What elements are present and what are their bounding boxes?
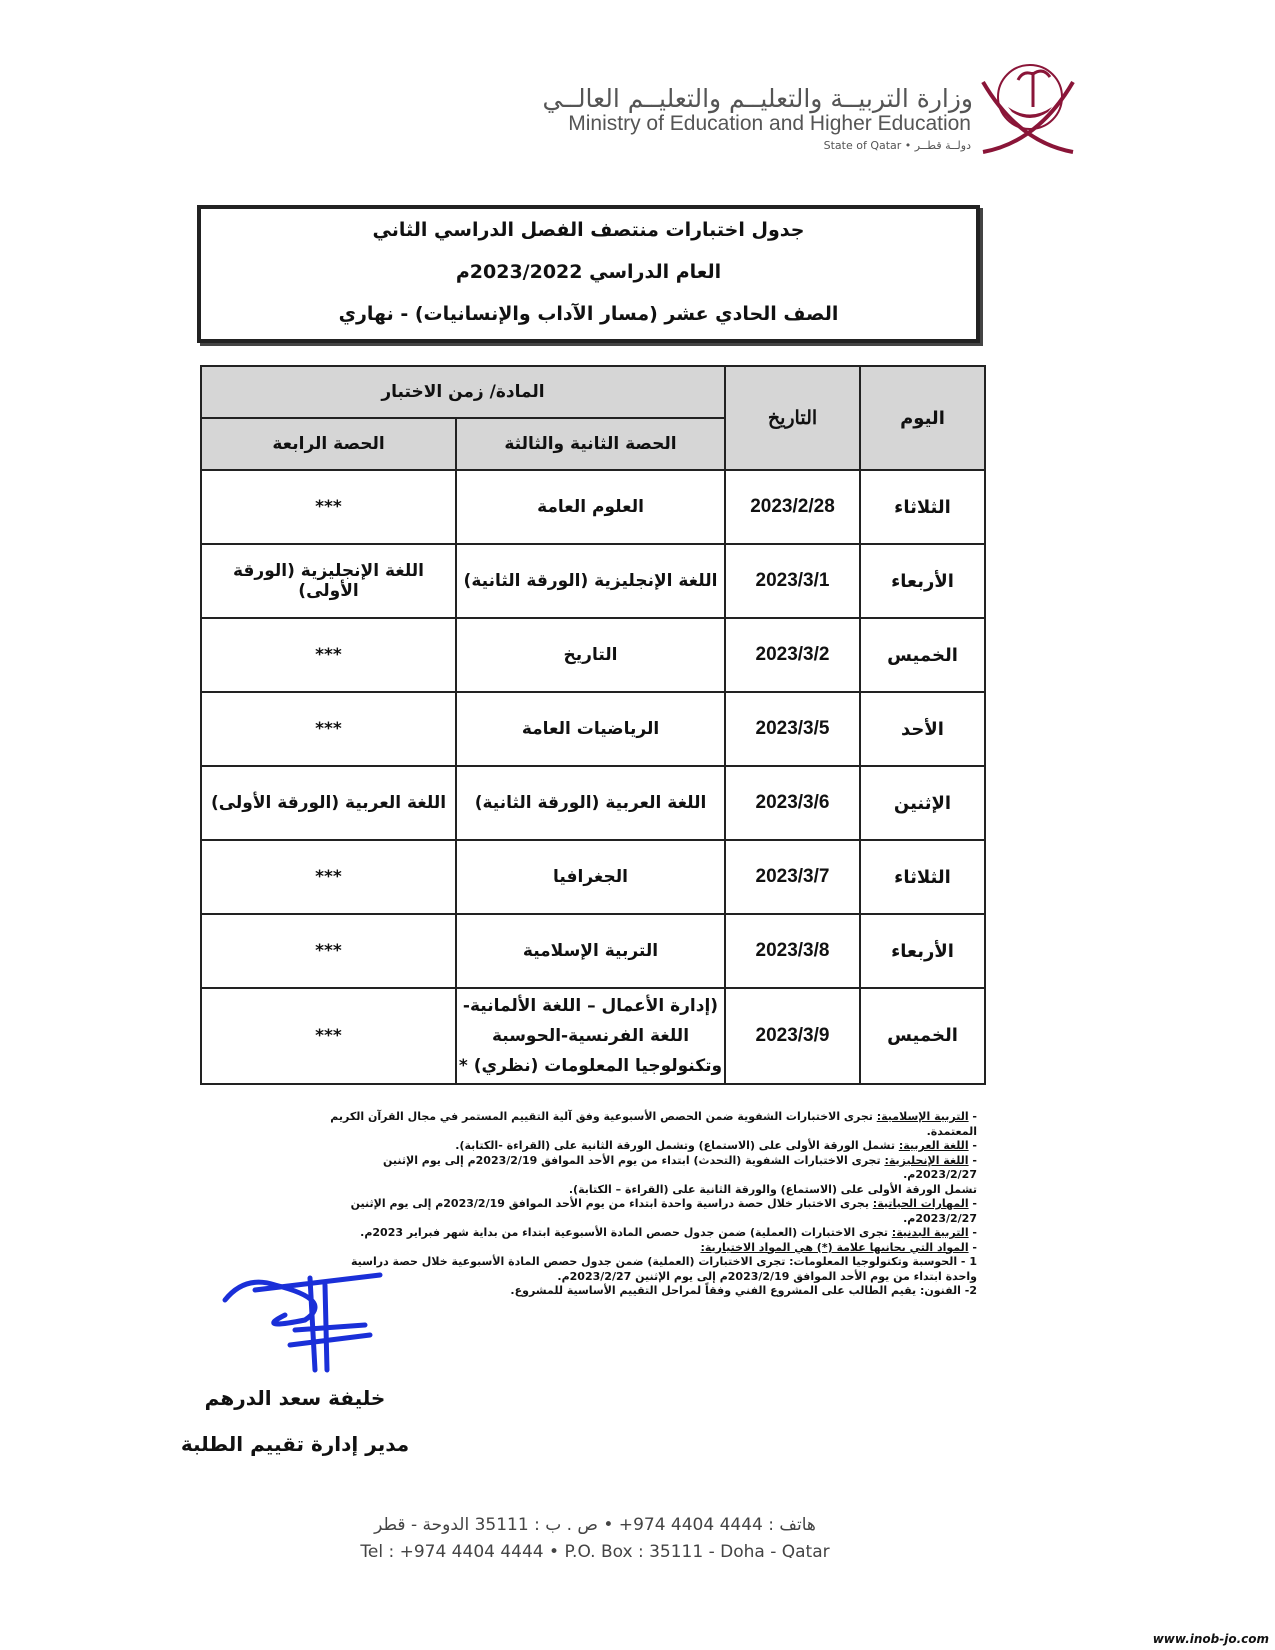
period-4-cell: ***: [201, 618, 456, 692]
signature-image: [215, 1270, 385, 1380]
signatory: [180, 1375, 410, 1467]
day-cell: الإثنين: [860, 766, 985, 840]
date-cell: 2023/3/2: [725, 618, 860, 692]
period-4-cell: ***: [201, 692, 456, 766]
date-cell: 2023/3/9: [725, 988, 860, 1084]
period-4-cell: ***: [201, 914, 456, 988]
note-label: التربية الإسلامية:: [876, 1110, 969, 1123]
header-date: التاريخ: [725, 366, 860, 470]
period-2-3-cell: التربية الإسلامية: [456, 914, 725, 988]
note-label: اللغة العربية:: [898, 1139, 969, 1152]
note-item: [317, 1255, 977, 1284]
table-row: [201, 988, 985, 1084]
footer-contact-ar: هاتف : 4444 4404 974+ • ص . ب : 35111 الدوحة - قطر: [374, 1515, 816, 1535]
period-2-3-cell: العلوم العامة: [456, 470, 725, 544]
period-4-cell: اللغة العربية (الورقة الأولى): [201, 766, 456, 840]
table-row: [201, 914, 985, 988]
note-text: يجرى الاختبار خلال حصة دراسية واحدة ابتداء من يوم الأحد الموافق 2023/2/19م إلى يوم الإثنين 2023/2/27م.: [350, 1197, 977, 1225]
note-label: المهارات الحياتية:: [872, 1197, 969, 1210]
note-text: تشمل الورقة الأولى على (الاستماع) وتشمل الورقة الثانية على (القراءة -الكتابة).: [455, 1139, 899, 1152]
title-line-1: جدول اختبارات منتصف الفصل الدراسي الثاني: [372, 219, 805, 241]
title-box: [197, 205, 980, 343]
header-day: اليوم: [860, 366, 985, 470]
ministry-name-ar: وزارة التربيــة والتعليــم والتعليــم العالــي: [542, 84, 973, 113]
date-cell: 2023/2/28: [725, 470, 860, 544]
signatory-name: خليفة سعد الدرهم: [204, 1386, 386, 1410]
header-period-4: الحصة الرابعة: [201, 418, 456, 470]
period-2-3-cell: اللغة العربية (الورقة الثانية): [456, 766, 725, 840]
ministry-name-en: Ministry of Education and Higher Education: [568, 112, 971, 135]
day-cell: الثلاثاء: [860, 840, 985, 914]
note-label: اللغة الإنجليزية:: [884, 1153, 969, 1167]
header-period-2-3: الحصة الثانية والثالثة: [456, 418, 725, 470]
note-label: التربية البدنية:: [891, 1226, 969, 1239]
table-row: [201, 840, 985, 914]
day-cell: الثلاثاء: [860, 470, 985, 544]
footer-contact-en: Tel : +974 4404 4444 • P.O. Box : 35111 - Doha - Qatar: [360, 1542, 830, 1558]
exam-schedule-table: [200, 365, 986, 1085]
date-cell: 2023/3/8: [725, 914, 860, 988]
day-cell: الخميس: [860, 618, 985, 692]
note-item: - التربية البدنية: تجرى الاختبارات (العملية) ضمن جدول حصص المادة الأسبوعية ابتداء من بداية شهر فبراير 2023م.: [360, 1226, 977, 1239]
title-line-2: العام الدراسي 2023/2022م: [455, 261, 722, 283]
website-watermark[interactable]: www.inob-jo.com: [1152, 1632, 1269, 1646]
notes-list: [317, 1110, 977, 1299]
date-cell: 2023/3/6: [725, 766, 860, 840]
note-text: تشمل الورقة الأولى على (الاستماع) والورقة الثانية على (القراءة – الكتابة).: [568, 1182, 977, 1196]
table-row: [201, 766, 985, 840]
note-text: تجرى الاختبارات الشفوية (التحدث) ابتداء من يوم الأحد الموافق 2023/2/19م إلى يوم الإثنين 2023/2/27م.: [383, 1153, 977, 1181]
date-cell: 2023/3/7: [725, 840, 860, 914]
note-text: 2- الفنون: يقيم الطالب على المشروع الفني وفقاً لمراحل التقييم الأساسية للمشروع.: [510, 1284, 977, 1297]
header-row: [201, 366, 985, 418]
period-2-3-cell: التاريخ: [456, 618, 725, 692]
note-text: تجرى الاختبارات الشفوية ضمن الحصص الأسبوعية وفق آلية التقييم المستمر في مجال القرآن الكريم المعتمدة.: [330, 1110, 977, 1138]
note-item: - المهارات الحياتية: يجرى الاختبار خلال حصة دراسية واحدة ابتداء من يوم الأحد الموافق 2023/2/19م إلى يوم الإثنين 2023/2/27م.: [350, 1197, 977, 1225]
period-4-cell: ***: [201, 470, 456, 544]
note-item: - اللغة الإنجليزية: تجرى الاختبارات الشفوية (التحدث) ابتداء من يوم الأحد الموافق 2023/2/19م إلى يوم الإثنين 2023/2/27م.: [383, 1153, 977, 1181]
qatar-emblem-icon: [978, 52, 1078, 157]
note-item: [317, 1284, 977, 1299]
note-text: 1 - الحوسبة وتكنولوجيا المعلومات: تجرى الاختبارات (العملية) ضمن جدول حصص المادة الأسبوعية خلال حصة دراسية واحدة ابتداء من يوم الأحد الموافق 2023/2/19م إلى يوم الإثنين 2023/2/27م.: [350, 1255, 977, 1283]
period-4-cell: ***: [201, 840, 456, 914]
note-item: - التربية الإسلامية: تجرى الاختبارات الشفوية ضمن الحصص الأسبوعية وفق آلية التقييم المستمر في مجال القرآن الكريم المعتمدة.: [330, 1110, 977, 1138]
period-2-3-cell: الجغرافيا: [456, 840, 725, 914]
table-row: [201, 618, 985, 692]
note-item: - اللغة العربية: تشمل الورقة الأولى على (الاستماع) وتشمل الورقة الثانية على (القراءة -الكتابة).: [455, 1139, 977, 1152]
note-label: المواد التي بجانبها علامة (*) هي المواد الاختيارية:: [700, 1240, 969, 1254]
date-cell: 2023/3/5: [725, 692, 860, 766]
signatory-role: مدير إدارة تقييم الطلبة: [180, 1432, 410, 1456]
period-2-3-cell: اللغة الإنجليزية (الورقة الثانية): [456, 544, 725, 618]
day-cell: الخميس: [860, 988, 985, 1084]
header-subject-time: المادة/ زمن الاختبار: [201, 366, 725, 418]
day-cell: الأربعاء: [860, 544, 985, 618]
period-4-cell: اللغة الإنجليزية (الورقة الأولى): [201, 544, 456, 618]
period-2-3-cell: الرياضيات العامة: [456, 692, 725, 766]
period-4-cell: ***: [201, 988, 456, 1084]
date-cell: 2023/3/1: [725, 544, 860, 618]
note-item: [317, 1183, 977, 1198]
note-text: تجرى الاختبارات (العملية) ضمن جدول حصص المادة الأسبوعية ابتداء من بداية شهر فبراير 2023م.: [360, 1226, 892, 1239]
table-row: [201, 470, 985, 544]
day-cell: الأحد: [860, 692, 985, 766]
table-row: [201, 544, 985, 618]
day-cell: الأربعاء: [860, 914, 985, 988]
title-line-3: الصف الحادي عشر (مسار الآداب والإنسانيات) - نهاري: [338, 303, 839, 325]
table-row: [201, 692, 985, 766]
note-item: - المواد التي بجانبها علامة (*) هي المواد الاختيارية:: [700, 1240, 977, 1254]
period-2-3-cell: (إدارة الأعمال – اللغة الألمانية- اللغة الفرنسية-الحوسبة وتكنولوجيا المعلومات (نظري) *: [456, 988, 725, 1084]
state-label: State of Qatar • دولــة قطــر: [823, 139, 971, 152]
